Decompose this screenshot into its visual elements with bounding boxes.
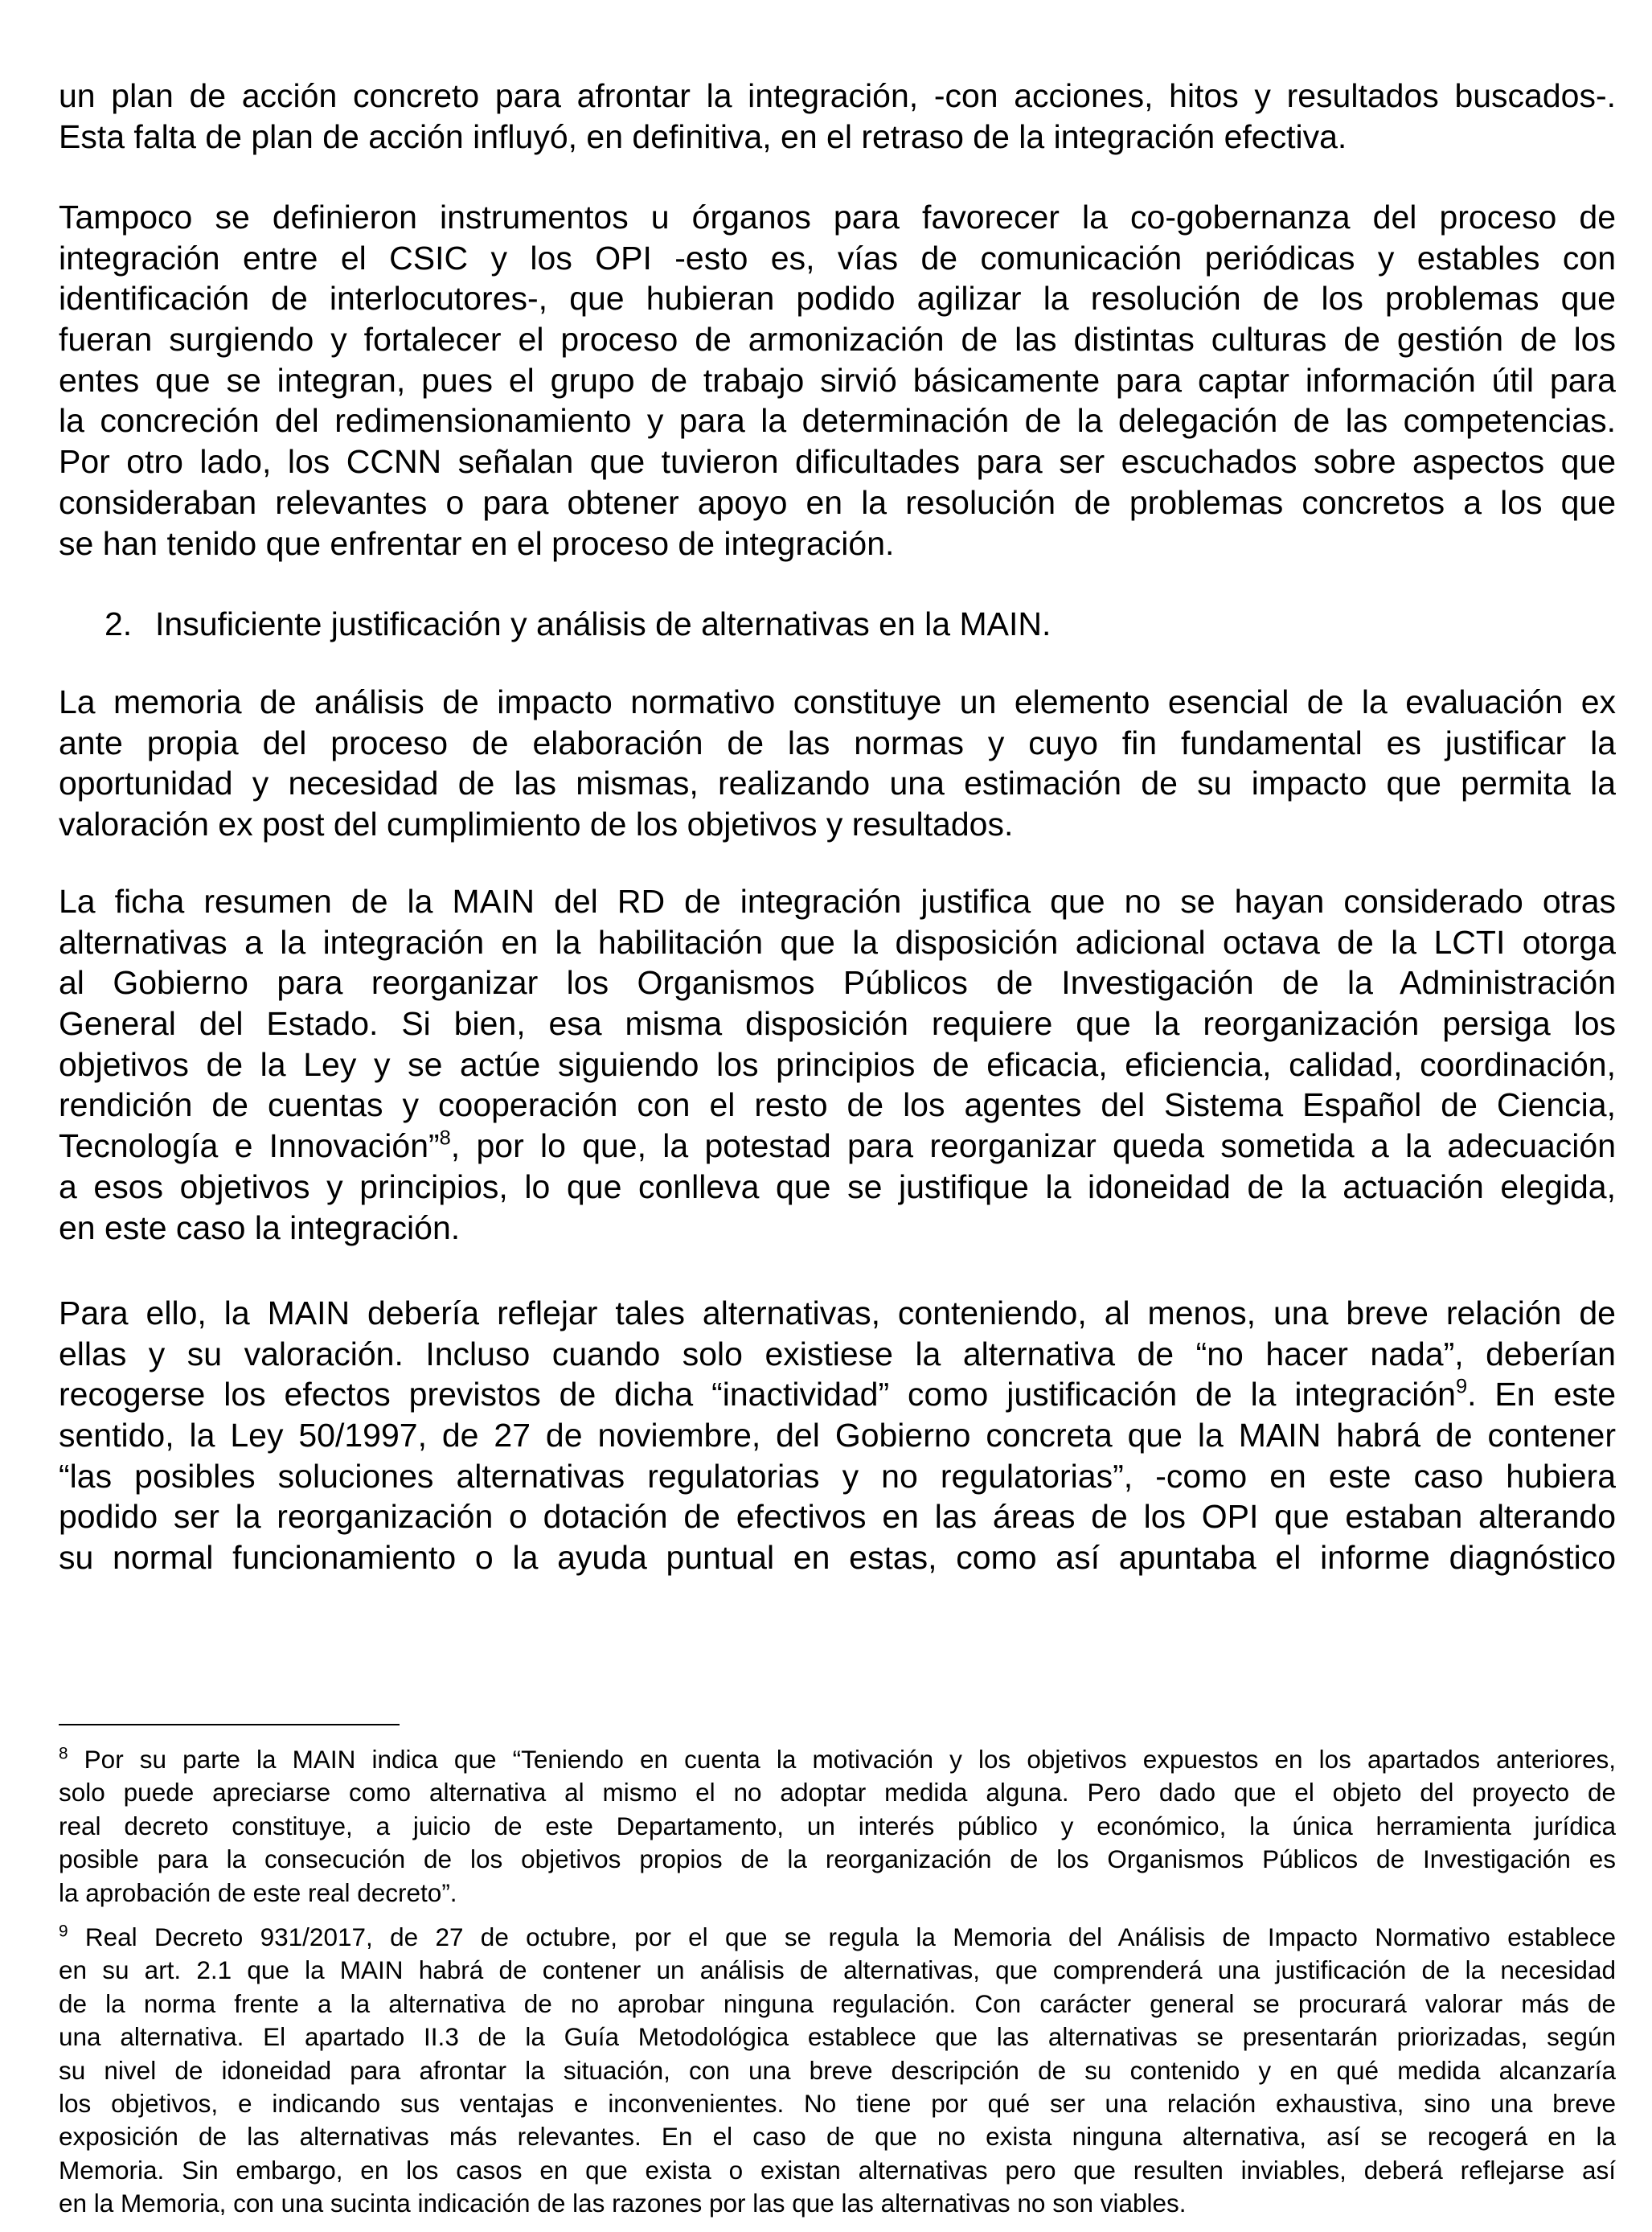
paragraph-cogobernanza bbox=[59, 197, 1616, 564]
footnote-9 bbox=[59, 1921, 1616, 2221]
text-line: Por otro lado, los CCNN señalan que tuvieron dificultades para ser escuchados sobre aspectos que bbox=[59, 443, 1616, 481]
section-heading bbox=[105, 604, 1051, 645]
footnote-line: Memoria. Sin embargo, en los casos en que exista o existan alternativas pero que resulten inviables, deberá reflejarse así bbox=[59, 2155, 1616, 2185]
footnote-separator bbox=[59, 1724, 400, 1725]
footnote-line: la aprobación de este real decreto”. bbox=[59, 1877, 457, 1907]
footnote-line bbox=[59, 1743, 1616, 1776]
text-line: General del Estado. Si bien, esa misma disposición requiere que la reorganización persiga los bbox=[59, 1005, 1616, 1043]
footnote-line: de la norma frente a la alternativa de no aprobar ninguna regulación. Con carácter general se procurará valorar más de bbox=[59, 1988, 1616, 2018]
text-line: se han tenido que enfrentar en el proceso de integración. bbox=[59, 524, 895, 562]
paragraph-memoria bbox=[59, 682, 1616, 845]
text-line: Tampoco se definieron instrumentos u órganos para favorecer la co-gobernanza del proceso de bbox=[59, 199, 1616, 236]
footnote-line: en la Memoria, con una sucinta indicación de las razones por las que las alternativas no son viables. bbox=[59, 2189, 1187, 2218]
text-line: su normal funcionamiento o la ayuda puntual en estas, como así apuntaba el informe diagnóstico bbox=[59, 1539, 1616, 1577]
footnote-line: real decreto constituye, a juicio de este Departamento, un interés público y económico, la única herramienta jurídica bbox=[59, 1811, 1616, 1840]
footnote-line: en su art. 2.1 que la MAIN habrá de contener un análisis de alternativas, que comprenderá una justificación de la necesidad bbox=[59, 1955, 1616, 1985]
footnote-line: su nivel de idoneidad para afrontar la situación, con una breve descripción de su contenido y en qué medida alcanzaría bbox=[59, 2055, 1616, 2085]
text-line: al Gobierno para reorganizar los Organismos Públicos de Investigación de la Administración bbox=[59, 964, 1616, 1002]
footnote-marker: 9 bbox=[59, 1922, 68, 1941]
footnote-line: los objetivos, e indicando sus ventajas e inconvenientes. No tiene por qué ser una relación exhaustiva, sino una breve bbox=[59, 2088, 1616, 2118]
text-line: entes que se integran, pues el grupo de trabajo sirvió básicamente para captar información útil para bbox=[59, 361, 1616, 399]
section-number: 2. bbox=[105, 605, 133, 642]
text-line: identificación de interlocutores-, que hubieran podido agilizar la resolución de los problemas que bbox=[59, 280, 1616, 318]
text-line: en este caso la integración. bbox=[59, 1208, 461, 1246]
paragraph-para-ello bbox=[59, 1293, 1616, 1578]
footnote-8 bbox=[59, 1743, 1616, 1910]
text-line: un plan de acción concreto para afrontar la integración, -con acciones, hitos y resultados buscados-. bbox=[59, 77, 1616, 114]
text-line: Para ello, la MAIN debería reflejar tales alternativas, conteniendo, al menos, una breve relación de bbox=[59, 1294, 1616, 1331]
text-line: ellas y su valoración. Incluso cuando solo existiese la alternativa de “no hacer nada”, deberían bbox=[59, 1335, 1616, 1372]
text-line: ante propia del proceso de elaboración de las normas y cuyo fin fundamental es justificar la bbox=[59, 724, 1616, 761]
text-line: “las posibles soluciones alternativas regulatorias y no regulatorias”, -como en este caso hubiera bbox=[59, 1457, 1616, 1495]
text-line: fueran surgiendo y fortalecer el proceso de armonización de las distintas culturas de gestión de los bbox=[59, 321, 1616, 359]
text-line: La memoria de análisis de impacto normativo constituye un elemento esencial de la evaluación ex bbox=[59, 683, 1616, 720]
footnote-line: solo puede apreciarse como alternativa al mismo el no adoptar medida alguna. Pero dado que el objeto del proyecto de bbox=[59, 1778, 1616, 1807]
text-line: integración entre el CSIC y los OPI -esto es, vías de comunicación periódicas y estables con bbox=[59, 239, 1616, 277]
text-line: podido ser la reorganización o dotación de efectivos en las áreas de los OPI que estaban alterando bbox=[59, 1498, 1616, 1536]
text-segment: Real Decreto 931/2017, de 27 de octubre, por el que se regula la Memoria del Análisis de Impacto Normativo establece bbox=[84, 1922, 1616, 1951]
text-segment: Por su parte la MAIN indica que “Teniendo en cuenta la motivación y los objetivos expuestos en los apartados anteriores, bbox=[84, 1745, 1616, 1774]
paragraph-continuation bbox=[59, 76, 1616, 157]
footnote-line: posible para la consecución de los objetivos propios de la reorganización de los Organismos Públicos de Investigación es bbox=[59, 1844, 1616, 1874]
footnote-marker: 8 bbox=[59, 1744, 68, 1763]
text-segment: , por lo que, la potestad para reorganizar queda sometida a la adecuación bbox=[450, 1127, 1616, 1165]
footnote-ref-8[interactable]: 8 bbox=[439, 1126, 451, 1150]
text-line: rendición de cuentas y cooperación con el resto de los agentes del Sistema Español de Ciencia, bbox=[59, 1086, 1616, 1124]
text-segment: recogerse los efectos previstos de dicha “inactividad” como justificación de la integración bbox=[59, 1376, 1456, 1413]
text-line: valoración ex post del cumplimiento de los objetivos y resultados. bbox=[59, 806, 1014, 843]
paragraph-ficha-resumen bbox=[59, 881, 1616, 1248]
footnote-line bbox=[59, 1921, 1616, 1954]
footnote-line: una alternativa. El apartado II.3 de la Guía Metodológica establece que las alternativas se presentarán priorizadas, según bbox=[59, 2022, 1616, 2052]
text-line: la concreción del redimensionamiento y para la determinación de la delegación de las competencias. bbox=[59, 402, 1616, 440]
text-line: consideraban relevantes o para obtener apoyo en la resolución de problemas concretos a los que bbox=[59, 483, 1616, 521]
text-line: Esta falta de plan de acción influyó, en definitiva, en el retraso de la integración efectiva. bbox=[59, 117, 1347, 155]
text-line: oportunidad y necesidad de las mismas, realizando una estimación de su impacto que permita la bbox=[59, 765, 1616, 802]
footnote-line: exposición de las alternativas más relevantes. En el caso de que no exista ninguna alternativa, así se recogerá en la bbox=[59, 2122, 1616, 2152]
text-segment: . En este bbox=[1467, 1376, 1616, 1413]
text-segment: Tecnología e Innovación” bbox=[59, 1127, 440, 1165]
text-line: sentido, la Ley 50/1997, de 27 de noviembre, del Gobierno concreta que la MAIN habrá de contener bbox=[59, 1417, 1616, 1454]
text-line bbox=[59, 1374, 1616, 1415]
text-line bbox=[59, 1126, 1616, 1167]
footnote-ref-9[interactable]: 9 bbox=[1455, 1375, 1468, 1398]
text-line: a esos objetivos y principios, lo que conlleva que se justifique la idoneidad de la actuación elegida, bbox=[59, 1167, 1616, 1205]
text-line: La ficha resumen de la MAIN del RD de integración justifica que no se hayan considerado otras bbox=[59, 883, 1616, 920]
text-line: objetivos de la Ley y se actúe siguiendo los principios de eficacia, eficiencia, calidad, coordinación, bbox=[59, 1045, 1616, 1083]
text-line: alternativas a la integración en la habilitación que la disposición adicional octava de la LCTI otorga bbox=[59, 923, 1616, 961]
section-title: Insuficiente justificación y análisis de alternativas en la MAIN. bbox=[155, 605, 1051, 642]
